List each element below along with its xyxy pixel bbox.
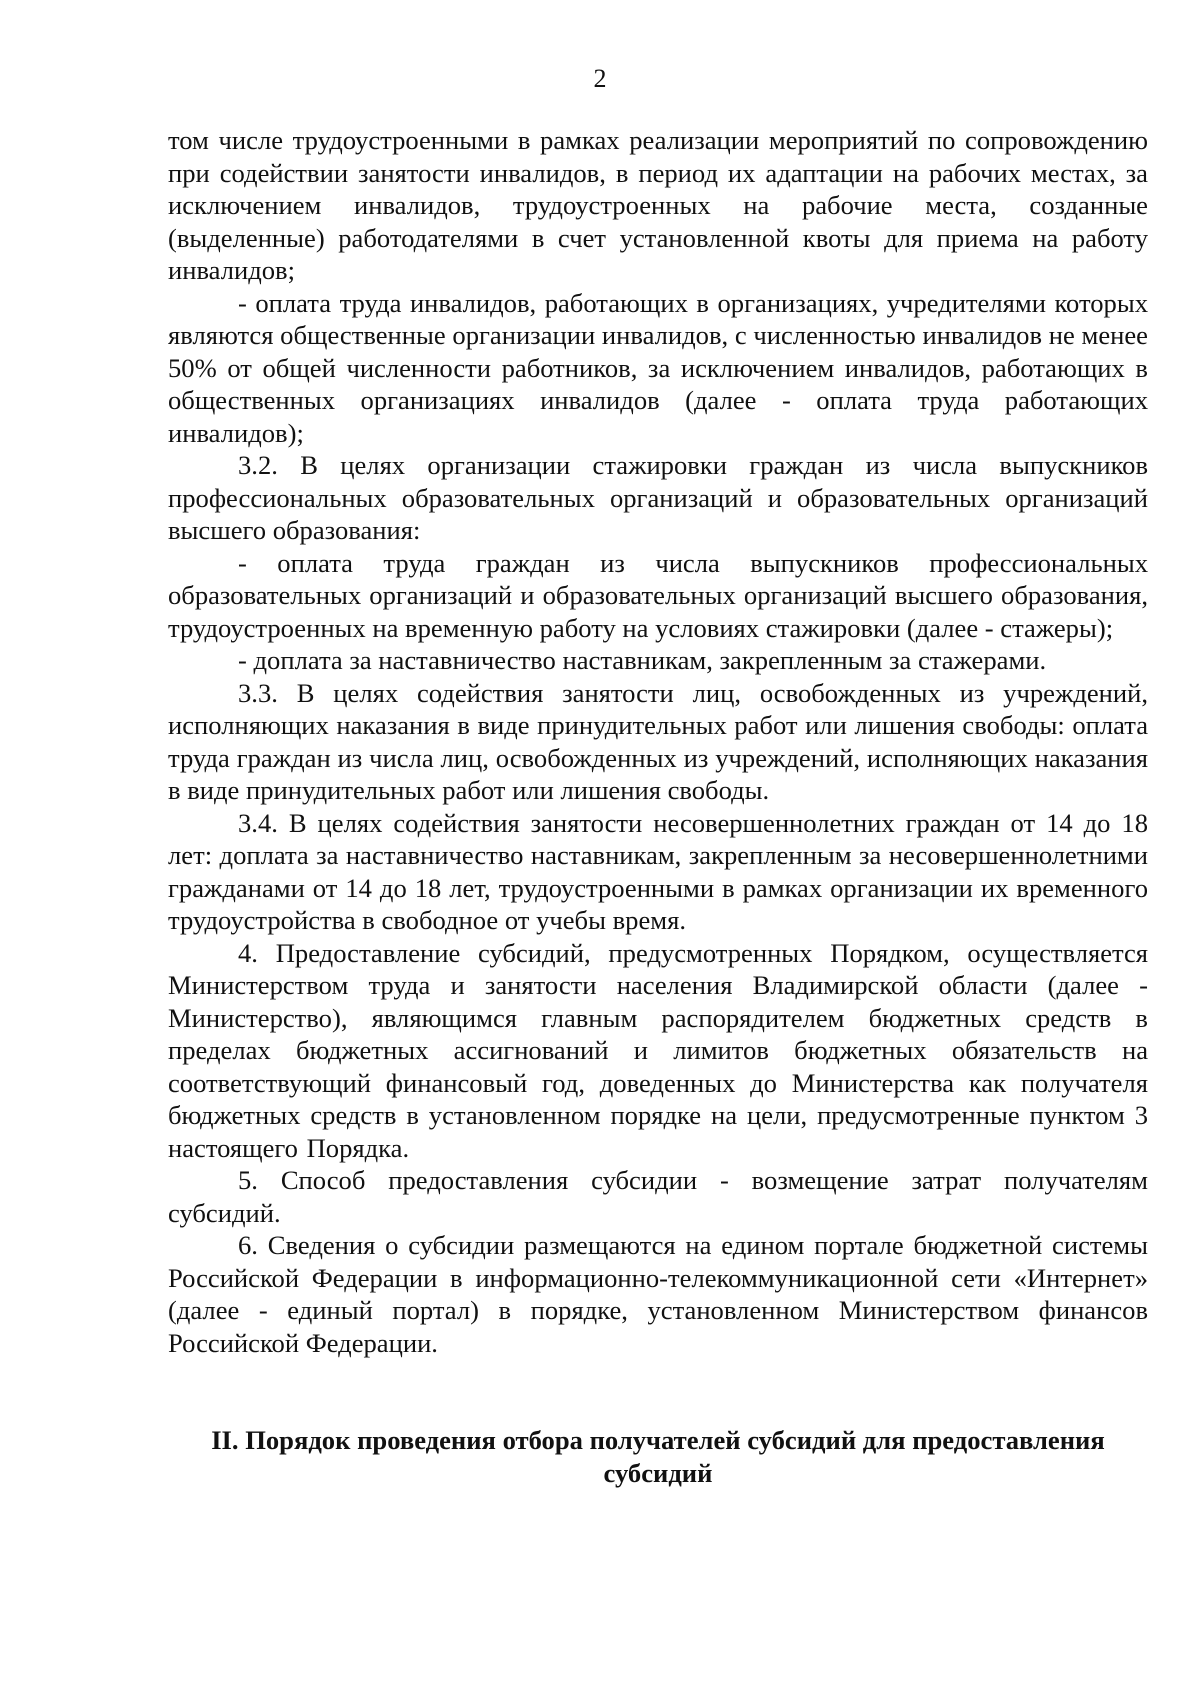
paragraph-continuation: том числе трудоустроенными в рамках реализации мероприятий по сопровождению при содействии занятости инвалидов, в период их адаптации на рабочих местах, за исключением инвалидов, трудоустроенных на рабочие места, созданные (выделенные) работодателями в счет установленной квоты для приема на работу инвалидов; bbox=[168, 125, 1148, 285]
paragraph-mentoring-trainees: - доплата за наставничество наставникам, закрепленным за стажерами. bbox=[238, 645, 1047, 675]
paragraph-clause-3-2: 3.2. В целях организации стажировки граждан из числа выпускников профессиональных образовательных организаций и образовательных организаций высшего образования: bbox=[168, 450, 1148, 545]
paragraph-clause-3-3: 3.3. В целях содействия занятости лиц, освобожденных из учреждений, исполняющих наказания в виде принудительных работ или лишения свободы: оплата труда граждан из числа лиц, освобожденных из учреждений, исполняющих наказания в виде принудительных работ или лишения свободы. bbox=[168, 677, 1148, 805]
paragraph-clause-5: 5. Способ предоставления субсидии - возмещение затрат получателям субсидий. bbox=[168, 1165, 1148, 1228]
page-number: 2 bbox=[593, 64, 607, 93]
paragraph-clause-4: 4. Предоставление субсидий, предусмотренных Порядком, осуществляется Министерством труда и занятости населения Владимирской области (далее - Министерство), являющимся главным распорядителем бюджетных средств в пределах бюджетных ассигнований и лимитов бюджетных обязательств на соответствующий финансовый год, доведенных до Министерства как получателя бюджетных средств в установленном порядке на цели, предусмотренные пунктом 3 настоящего Порядка. bbox=[168, 937, 1148, 1163]
paragraph-clause-3-4: 3.4. В целях содействия занятости несовершеннолетних граждан от 14 до 18 лет: доплата за наставничество наставникам, закрепленным за несовершеннолетними гражданами от 14 до 18 лет, трудоустроенными в рамках организации их временного трудоустройства в свободное от учебы время. bbox=[168, 807, 1148, 935]
document-body bbox=[168, 124, 1148, 1359]
section-heading: II. Порядок проведения отбора получателей субсидий для предоставления субсидий bbox=[211, 1425, 1105, 1488]
paragraph-clause-6: 6. Сведения о субсидии размещаются на едином портале бюджетной системы Российской Федерации в информационно-телекоммуникационной сети «Интернет» (далее - единый портал) в порядке, установленном Министерством финансов Российской Федерации. bbox=[168, 1230, 1148, 1358]
paragraph-disabled-workers-pay: - оплата труда инвалидов, работающих в организациях, учредителями которых являются общественные организации инвалидов, с численностью инвалидов не менее 50% от общей численности работников, за исключением инвалидов, работающих в общественных организациях инвалидов (далее - оплата труда работающих инвалидов); bbox=[168, 287, 1148, 448]
paragraph-graduates-pay: - оплата труда граждан из числа выпускников профессиональных образовательных организаций и образовательных организаций высшего образования, трудоустроенных на временную работу на условиях стажировки (далее - стажеры); bbox=[168, 547, 1148, 643]
